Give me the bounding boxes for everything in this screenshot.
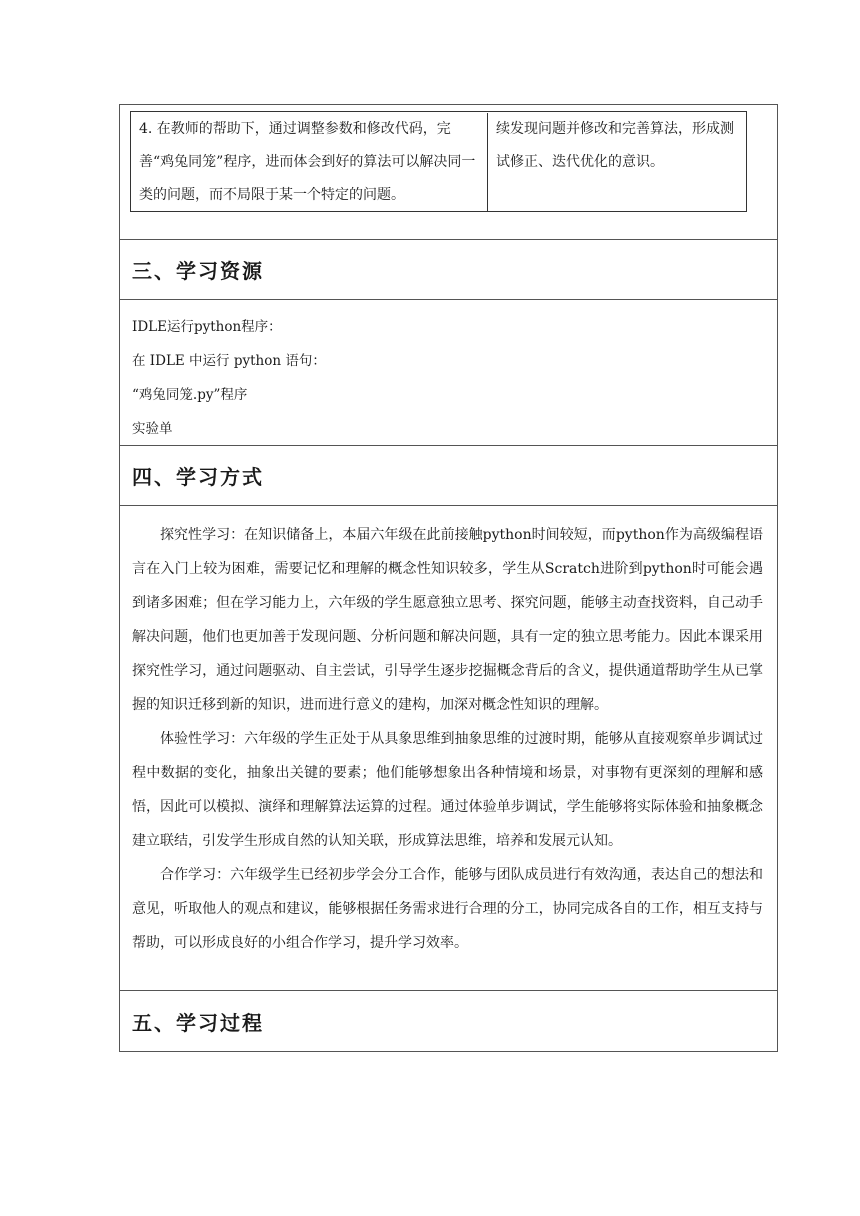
section-4-heading-row (120, 445, 777, 505)
objective-continued-text: 续发现问题并修改和完善算法，形成测试修正、迭代优化的意识。 (496, 121, 734, 170)
learning-methods-row (120, 505, 777, 990)
section-3-heading-row (120, 239, 777, 299)
lesson-plan-table (119, 104, 778, 1052)
method-paragraph-inquiry: 探究性学习：在知识储备上，本届六年级在此前接触python时间较短，而python作为高级编程语言在入门上较为困难，需要记忆和理解的概念性知识较多，学生从Scratch进阶到python时可能会遇到诸多困难；但在学习能力上，六年级的学生愿意独立思考、探究问题，能够主动查找资料，自己动手解决问题，他们也更加善于发现问题、分析问题和解决问题，具有一定的独立思考能力。因此本课采用探究性学习，通过问题驱动、自主尝试，引导学生逐步挖掘概念背后的含义，提供通道帮助学生从已掌握的知识迁移到新的知识，进而进行意义的建构，加深对概念性知识的理解。 (132, 527, 763, 713)
objectives-inner-table (130, 111, 747, 212)
section-5-heading-row (120, 990, 777, 1051)
objectives-row (120, 105, 777, 239)
section-3-title: 三、学习资源 (132, 259, 264, 283)
section-5-title: 五、学习过程 (132, 1010, 264, 1035)
resource-item: 在 IDLE 中运行 python 语句： (132, 353, 326, 369)
resources-row (120, 299, 777, 445)
resource-item: “鸡兔同笼.py”程序 (132, 387, 248, 403)
method-paragraph-cooperative: 合作学习：六年级学生已经初步学会分工合作，能够与团队成员进行有效沟通，表达自己的想法和意见，听取他人的观点和建议，能够根据任务需求进行合理的分工，协同完成各自的工作，相互支持与帮助，可以形成良好的小组合作学习，提升学习效率。 (132, 867, 763, 951)
resource-item: 实验单 (132, 421, 173, 437)
objective-4-text: 4. 在教师的帮助下，通过调整参数和修改代码，完善“鸡兔同笼”程序，进而体会到好的算法可以解决同一类的问题，而不局限于某一个特定的问题。 (131, 113, 488, 211)
resource-item: IDLE运行python程序： (132, 319, 282, 335)
method-paragraph-experiential: 体验性学习：六年级的学生正处于从具象思维到抽象思维的过渡时期，能够从直接观察单步调试过程中数据的变化，抽象出关键的要素；他们能够想象出各种情境和场景，对事物有更深刻的理解和感悟，因此可以模拟、演绎和理解算法运算的过程。通过体验单步调试，学生能够将实际体验和抽象概念建立联结，引发学生形成自然的认知关联，形成算法思维，培养和发展元认知。 (132, 731, 763, 849)
section-4-title: 四、学习方式 (132, 465, 264, 489)
